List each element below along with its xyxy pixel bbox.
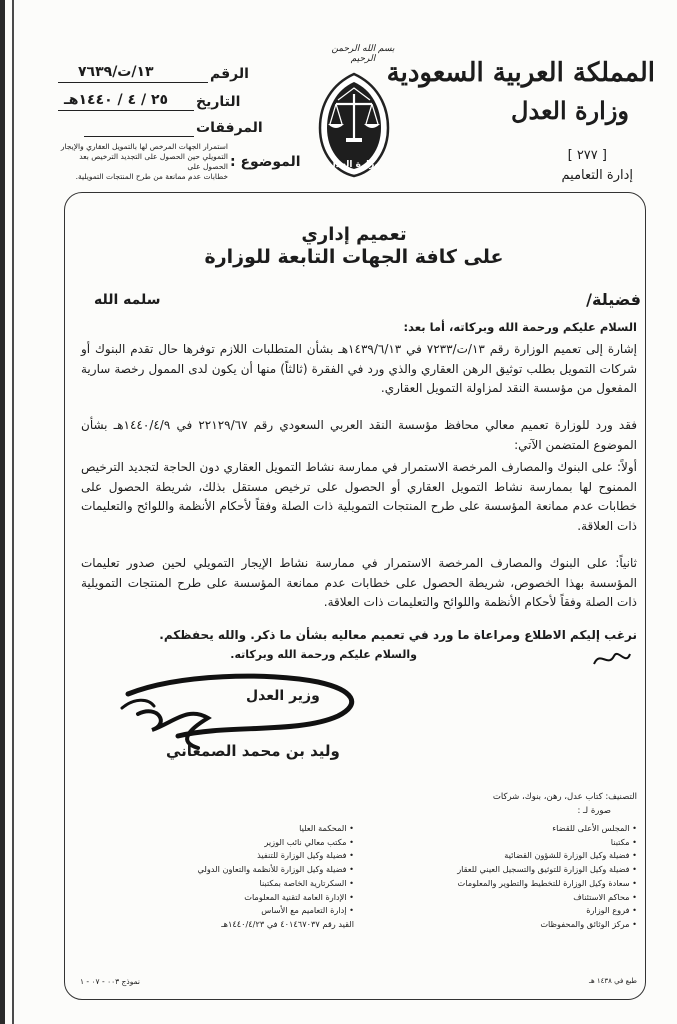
emblem-caption: وزارة العدل — [327, 160, 381, 170]
subject-label: الموضوع : — [230, 154, 301, 170]
list-item: • الإدارة العامة لتقنية المعلومات — [244, 891, 354, 902]
number-value: ١٣/ت/٧٦٣٩ — [78, 64, 154, 80]
circular-number: [ ٢٧٧ ] — [567, 148, 607, 163]
list-item: • فضيلة وكيل الوزارة للتنفيذ — [257, 850, 354, 861]
date-line — [58, 110, 194, 111]
salutation: سلمه الله — [94, 292, 161, 308]
ministry-heading: وزارة العدل — [511, 96, 629, 125]
signatory-title: وزير العدل — [246, 688, 320, 704]
subject-line: خطابات عدم ممانعة من طرح المنتجات التمويلية. — [75, 172, 228, 181]
handwritten-initials — [590, 646, 634, 674]
print-note: طبع في ١٤٣٨ هـ — [588, 977, 637, 985]
attachments-label: المرفقات — [196, 120, 263, 136]
number-line — [58, 82, 208, 83]
list-item: • محاكم الاستئناف — [573, 891, 637, 902]
subject-text — [56, 142, 228, 182]
list-item: • المجلس الأعلى للقضاء — [552, 823, 637, 833]
list-item: • المحكمة العليا — [299, 823, 354, 833]
paragraph-intro: فقد ورد للوزارة تعميم معالي محافظ مؤسسة النقد العربي السعودي رقم ٢٢١٢٩/٦٧ في ١٤٤٠/٤/٩هـ بشأن الموضوع المتضمن الآتي: — [81, 418, 638, 452]
subject-line: استمرار الجهات المرخص لها بالتمويل العقاري والإيجار — [60, 142, 228, 151]
form-number: نموذج ٠٠٣ - ٠٧ - ١ — [80, 977, 141, 986]
subject-line: التمويلي حين الحصول على التجديد الترخيص بعد الحصول على — [79, 152, 228, 171]
basmala: بسم الله الرحمن الرحيم — [331, 44, 395, 64]
circulars-department: إدارة التعاميم — [561, 168, 633, 183]
scan-edge-inner — [12, 0, 14, 1024]
list-item: • مكتب معالي نائب الوزير — [264, 836, 354, 847]
list-item: القيد رقم ٤٠١٤٦٧٠٣٧ في ١٤٤٠/٤/٢٣هـ — [221, 918, 354, 929]
list-item: • فروع الوزارة — [586, 905, 637, 916]
paragraph-first: أولاً: على البنوك والمصارف المرخصة الاستمرار في ممارسة نشاط التمويل العقاري دون الحاجة لتجديد الترخيص الممنوح لها بممارسة نشاط التمويل العقاري أو الحصول على ترخيص مستقل بذلك، شريطة الحصول على خطابات عدم ممانعة المؤسسة على طرح المنتجات التمويلية ذات الصلة وفقاً لأحكام الأنظمة واللوائح والتعليمات ذات العلاقة. — [81, 460, 637, 533]
list-item: • السكرتارية الخاصة بمكتبنا — [259, 877, 354, 888]
kingdom-heading: المملكة العربية السعودية — [386, 58, 655, 88]
copy-label: صورة لـ : — [577, 806, 611, 816]
closing-request: نرغب إليكم الاطلاع ومراعاة ما ورد في تعميم معاليه بشأن ما ذكر. والله يحفظكم. — [159, 628, 637, 642]
signatory-name: وليد بن محمد الصمعاني — [166, 742, 340, 760]
list-item: • سعادة وكيل الوزارة للتخطيط والتطوير والمعلومات — [457, 877, 637, 888]
list-item: • مكتبنا — [610, 836, 637, 847]
document-title: تعميم إداري — [301, 224, 407, 245]
paragraph-reference: إشارة إلى تعميم الوزارة رقم ١٣/ت/٧٢٣٣ في ١٤٣٩/٦/١٣هـ بشأن المتطلبات اللازم توفرها حال تقدم البنوك أو شركات التمويل بطلب توثيق الرهن العقاري والذي ورد في الفقرة (ثالثاً) منها أن يكون لدى الممول رخصة سارية المفعول من مؤسسة النقد لمزاولة التمويل العقاري. — [81, 342, 637, 395]
list-item: • مركز الوثائق والمحفوظات — [540, 918, 637, 929]
date-value: ٢٥ / ٤ / ١٤٤٠هـ — [64, 92, 169, 108]
distribution-left — [134, 822, 354, 932]
list-item: • إدارة التعاميم مع الأساس — [261, 905, 354, 916]
attachments-line — [84, 136, 194, 137]
addressee: فضيلة/ — [586, 290, 641, 309]
document-subtitle: على كافة الجهات التابعة للوزارة — [204, 246, 504, 268]
greeting: السلام عليكم ورحمة الله وبركاته، أما بعد: — [403, 320, 637, 334]
paragraph-second: ثانياً: على البنوك والمصارف المرخصة الاستمرار في ممارسة نشاط الإيجار التمويلي لحين صدور تعليمات المؤسسة بهذا الخصوص، شريطة الحصول على خطابات عدم ممانعة المؤسسة على طرح المنتجات التمويلية ذات الصلة وفقاً لأحكام الأنظمة واللوائح والتعليمات ذات العلاقة. — [81, 556, 637, 609]
list-item: • فضيلة وكيل الوزارة للشؤون القضائية — [504, 850, 637, 861]
list-item: • فضيلة وكيل الوزارة للأنظمة والتعاون الدولي — [197, 864, 354, 875]
number-label: الرقم — [210, 66, 249, 82]
classification: التصنيف: كتاب عدل، رهن، بنوك، شركات — [492, 792, 637, 802]
scan-edge — [0, 0, 5, 1024]
closing-salam: والسلام عليكم ورحمة الله وبركاته. — [230, 648, 417, 661]
distribution-right — [337, 822, 637, 932]
date-label: التاريخ — [196, 94, 241, 110]
list-item: • فضيلة وكيل الوزارة للتوثيق والتسجيل العيني للعقار — [457, 864, 637, 875]
